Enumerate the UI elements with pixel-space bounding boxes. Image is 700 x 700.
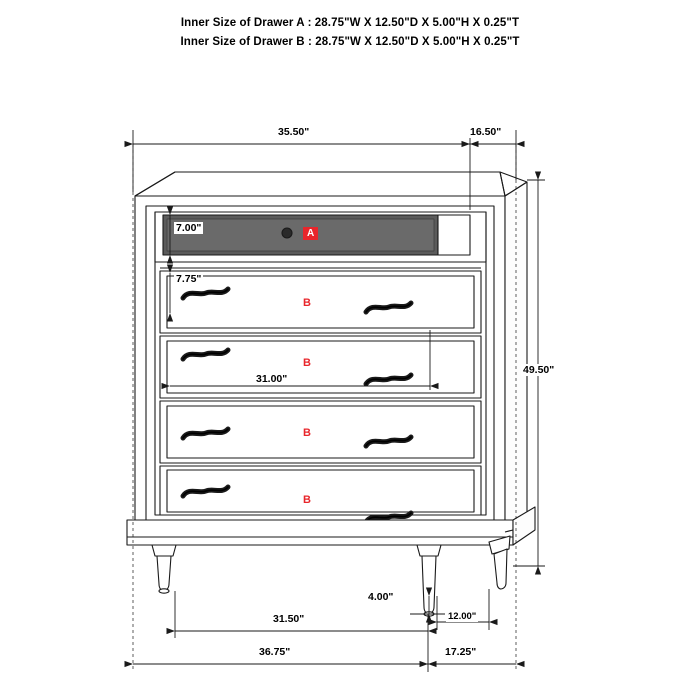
dim-drawer-b-height: 7.75" bbox=[176, 273, 202, 285]
drawer-label-a: A bbox=[303, 227, 318, 240]
drawer-label-b-4: B bbox=[303, 494, 311, 506]
dim-overall-width: 36.75" bbox=[259, 646, 291, 658]
dim-top-width: 35.50" bbox=[278, 126, 310, 138]
dim-top-depth: 16.50" bbox=[470, 126, 502, 138]
dim-base-depth: 12.00" bbox=[448, 611, 477, 622]
dim-total-height: 49.50" bbox=[523, 364, 555, 376]
dim-drawer-a-height: 7.00" bbox=[176, 222, 202, 234]
dim-leg-height: 4.00" bbox=[368, 591, 394, 603]
drawer-label-b-2: B bbox=[303, 357, 311, 369]
spec-line-drawer-a: Inner Size of Drawer A : 28.75"W X 12.50"D X 5.00"H X 0.25"T bbox=[180, 17, 520, 29]
drawer-label-b-3: B bbox=[303, 427, 311, 439]
spec-line-drawer-b: Inner Size of Drawer B : 28.75"W X 12.50"D X 5.00"H X 0.25"T bbox=[180, 36, 520, 48]
dim-overall-depth: 17.25" bbox=[445, 646, 477, 658]
dim-base-width: 31.50" bbox=[273, 613, 305, 625]
drawer-label-b-1: B bbox=[303, 297, 311, 309]
dim-inner-width: 31.00" bbox=[256, 373, 288, 385]
